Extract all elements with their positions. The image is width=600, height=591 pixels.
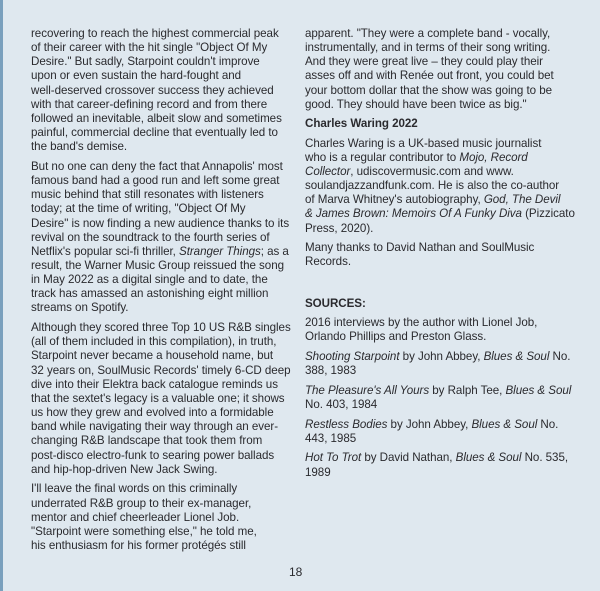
italic-title: Blues & Soul	[471, 417, 538, 431]
text-line: good. They should have been twice as big."	[305, 97, 527, 111]
text-span: (Pizzicato	[521, 207, 575, 221]
text-line: band while navigating their way through an ever-	[31, 420, 279, 434]
source-entry	[305, 316, 585, 344]
page-edge	[0, 0, 3, 591]
text-line: changing R&B landscape that took them from	[31, 434, 263, 448]
text-line	[31, 245, 299, 259]
text-span: , udiscovermusic.com and www.	[350, 164, 514, 178]
text-line	[305, 165, 585, 179]
text-line: (all of them included in this compilation), in truth,	[31, 335, 277, 349]
text-line: mentor and chief cheerleader Lionel Job.	[31, 510, 240, 524]
text-line: music behind that still resonates with listeners	[31, 188, 264, 202]
text-line: followed an inevitable, albeit slow and sometimes	[31, 111, 282, 125]
text-line	[305, 207, 585, 221]
text-line: and hip-hop-driven New Jack Swing.	[31, 462, 218, 476]
text-span: by Ralph Tee,	[429, 383, 506, 397]
italic-title: The Pleasure's All Yours	[305, 383, 430, 397]
text-line: well-deserved crossover success they achieved	[31, 83, 274, 97]
italic-title: Shooting Starpoint	[305, 349, 400, 363]
text-line: upon or even sustain the hard-fought and	[31, 69, 242, 83]
text-line	[305, 384, 585, 398]
sources-heading: SOURCES:	[305, 297, 366, 310]
text-span: by John Abbey,	[399, 349, 484, 363]
italic-title: Mojo, Record	[459, 150, 528, 164]
text-line: No. 403, 1984	[305, 397, 378, 411]
text-span: by David Nathan,	[361, 451, 456, 465]
text-line: Starpoint never became a household name, but	[31, 349, 274, 363]
body-paragraph	[31, 482, 299, 553]
text-line	[305, 193, 585, 207]
text-line	[305, 451, 585, 465]
text-line: soulandjazzandfunk.com. He is also the co-author	[305, 179, 560, 193]
italic-title: God, The Devil	[483, 193, 561, 207]
author-byline: Charles Waring 2022	[305, 117, 418, 131]
italic-title: Stranger Things	[179, 244, 261, 258]
source-entry	[305, 384, 585, 412]
source-entry	[305, 350, 585, 378]
text-line: 1989	[305, 465, 331, 479]
text-line	[305, 151, 585, 165]
text-line: apparent. "They were a complete band - vocally,	[305, 27, 551, 40]
text-line: "Starpoint were something else," he told me,	[31, 524, 257, 538]
text-line: dive into their Elektra back catalogue reminds us	[31, 377, 278, 391]
text-span: ; as a	[260, 244, 289, 258]
text-span: by John Abbey,	[387, 417, 472, 431]
text-line: post-disco electro-funk to searing power ballads	[31, 448, 275, 462]
italic-title: Hot To Trot	[305, 451, 362, 465]
page-number: 18	[289, 565, 303, 579]
text-line: recovering to reach the highest commercial peak	[31, 27, 279, 40]
text-span: Netflix's popular sci-fi thriller,	[31, 244, 180, 258]
text-line: 2016 interviews by the author with Lionel Job,	[305, 316, 538, 330]
body-paragraph	[31, 321, 299, 477]
italic-title: & James Brown: Memoirs Of A Funky Diva	[305, 207, 522, 221]
acknowledgements	[305, 241, 585, 269]
text-line: I'll leave the final words on this criminally	[31, 482, 238, 496]
text-span: No.	[549, 349, 571, 363]
italic-title: Blues & Soul	[505, 383, 572, 397]
text-line: Many thanks to David Nathan and SoulMusic	[305, 241, 535, 255]
text-span: of Marva Whitney's autobiography,	[305, 193, 484, 207]
text-line: famous band had a good run and left some great	[31, 174, 280, 188]
text-line: track has amassed an astonishing eight million	[31, 287, 269, 301]
text-line: Desire." But sadly, Starpoint couldn't improve	[31, 55, 260, 69]
text-line: of their career with the hit single "Object Of My	[31, 41, 268, 55]
text-line: your bottom dollar that the show was going to be	[305, 83, 553, 97]
text-line: underrated R&B group to their ex-manager,	[31, 496, 252, 510]
text-line: 443, 1985	[305, 431, 357, 445]
sources-list	[305, 316, 585, 480]
text-line: 388, 1983	[305, 364, 357, 378]
text-line: Desire" is now finding a new audience thanks to its	[31, 216, 290, 230]
text-line: asses off and with Renée out front, you could bet	[305, 69, 554, 83]
quote-paragraph	[305, 27, 585, 112]
text-line	[305, 418, 585, 432]
text-span: No. 535,	[521, 451, 569, 465]
italic-title: Blues & Soul	[483, 349, 550, 363]
italic-title: Restless Bodies	[305, 417, 388, 431]
text-line: result, the Warner Music Group reissued the song	[31, 259, 284, 272]
text-line: with that career-defining record and from there	[31, 97, 268, 111]
text-line: instrumentally, and in terms of their song writing.	[305, 41, 551, 55]
text-line: And they were great live – they could play their	[305, 55, 543, 69]
text-span: who is a regular contributor to	[305, 150, 460, 164]
source-entry	[305, 451, 585, 479]
text-line: painful, commercial decline that eventually led to	[31, 126, 278, 140]
body-paragraph	[31, 27, 299, 154]
text-line: today; at the time of writing, "Object Of My	[31, 202, 246, 216]
italic-title: Collector	[305, 164, 351, 178]
text-line: the band's demise.	[31, 140, 128, 154]
body-paragraph	[31, 160, 299, 316]
source-entry	[305, 418, 585, 446]
text-line: that the sextet's legacy is a valuable one; it shows	[31, 391, 285, 405]
text-line: Although they scored three Top 10 US R&B singles	[31, 321, 291, 335]
text-line: But no one can deny the fact that Annapolis' most	[31, 159, 283, 173]
text-line: in May 2022 as a digital single and to date, the	[31, 273, 268, 287]
author-bio	[305, 137, 585, 236]
right-column	[305, 27, 585, 485]
text-line: Orlando Phillips and Preston Glass.	[305, 330, 487, 344]
text-span: No.	[537, 417, 559, 431]
text-line	[305, 350, 585, 364]
text-line: Press, 2020).	[305, 221, 374, 235]
text-line: us how they grew and evolved into a formidable	[31, 406, 274, 420]
italic-title: Blues & Soul	[455, 451, 522, 465]
text-line: 32 years on, SoulMusic Records' timely 6-CD deep	[31, 363, 291, 377]
text-line: his enthusiasm for his former protégés still	[31, 538, 246, 552]
text-line: Records.	[305, 255, 351, 269]
text-line: streams on Spotify.	[31, 301, 129, 315]
text-line: revival on the soundtrack to the fourth series of	[31, 230, 270, 244]
left-column	[31, 27, 299, 559]
text-line: Charles Waring is a UK-based music journalist	[305, 136, 542, 150]
